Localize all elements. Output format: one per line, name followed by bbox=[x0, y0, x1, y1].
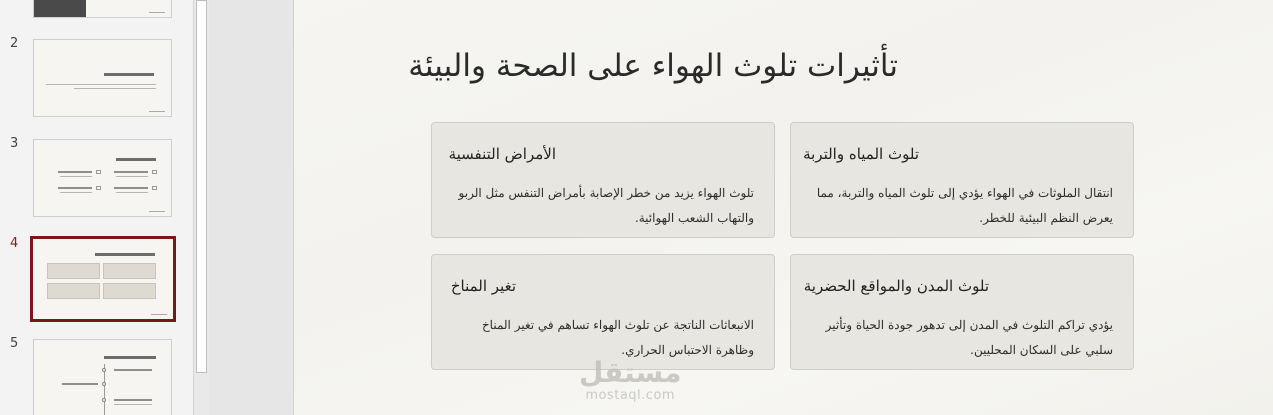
thumb-bullet bbox=[96, 186, 101, 190]
card-title: تلوث المياه والتربة bbox=[803, 145, 919, 163]
thumb-text-line bbox=[116, 192, 148, 193]
slide-thumbnail-5[interactable] bbox=[33, 339, 172, 415]
watermark-text: مستقل bbox=[579, 356, 682, 389]
thumb-text-line bbox=[58, 187, 92, 189]
thumb-text-line bbox=[114, 187, 148, 189]
thumb-text-line bbox=[62, 383, 98, 385]
slide-canvas[interactable] bbox=[293, 0, 1273, 415]
scrollbar-thumb[interactable] bbox=[196, 0, 207, 373]
thumb-title-line bbox=[116, 158, 156, 161]
card-title: تلوث المدن والمواقع الحضرية bbox=[803, 277, 989, 295]
thumb-card bbox=[47, 263, 100, 279]
thumb-timeline-dot bbox=[102, 368, 106, 372]
thumb-image bbox=[34, 0, 86, 17]
thumb-text-line bbox=[46, 84, 156, 85]
card-body: الانبعاثات الناتجة عن تلوث الهواء تساهم في تغير المناخ وظاهرة الاحتباس الحراري. bbox=[481, 318, 754, 357]
thumb-text-line bbox=[116, 176, 148, 177]
thumb-title-line bbox=[95, 253, 155, 256]
card-body: تلوث الهواء يزيد من خطر الإصابة بأمراض التنفس مثل الربو والتهاب الشعب الهوائية. bbox=[458, 186, 754, 225]
slide-title[interactable]: تأثيرات تلوث الهواء على الصحة والبيئة bbox=[408, 48, 898, 84]
card-urban-pollution[interactable] bbox=[790, 254, 1134, 370]
slide-thumbnail-panel bbox=[0, 0, 193, 415]
thumb-card bbox=[103, 263, 156, 279]
thumb-bullet bbox=[152, 170, 157, 174]
thumb-text-line bbox=[114, 404, 152, 405]
thumb-footer bbox=[149, 211, 165, 212]
slide-thumbnail-3[interactable] bbox=[33, 139, 172, 217]
thumb-card bbox=[47, 283, 100, 299]
card-body: انتقال الملوثات في الهواء يؤدي إلى تلوث المياه والتربة، مما يعرض النظم البيئية للخطر. bbox=[816, 186, 1113, 225]
thumb-card bbox=[103, 283, 156, 299]
thumb-footer bbox=[151, 314, 167, 315]
slide-thumbnail-2[interactable] bbox=[33, 39, 172, 117]
thumb-text-line bbox=[114, 369, 152, 371]
editor-background bbox=[209, 0, 293, 415]
thumb-title-line bbox=[104, 356, 156, 359]
slide-thumbnail-4[interactable] bbox=[30, 236, 176, 322]
thumb-title-line bbox=[104, 73, 154, 76]
thumb-text-line bbox=[60, 176, 92, 177]
thumb-bullet bbox=[152, 186, 157, 190]
card-respiratory-diseases[interactable] bbox=[431, 122, 775, 238]
thumb-footer bbox=[149, 111, 165, 112]
card-title: تغير المناخ bbox=[450, 277, 516, 295]
thumb-text-line bbox=[58, 171, 92, 173]
slide-number-active: 4 bbox=[10, 236, 19, 251]
thumb-footer bbox=[149, 12, 165, 13]
slide-thumbnail-1[interactable] bbox=[33, 0, 172, 18]
thumb-timeline-dot bbox=[102, 382, 106, 386]
thumb-text-line bbox=[114, 399, 152, 401]
watermark-url: mostaql.com bbox=[585, 388, 676, 403]
slide-number: 5 bbox=[10, 336, 19, 351]
card-water-soil[interactable] bbox=[790, 122, 1134, 238]
slide-number: 2 bbox=[10, 36, 19, 51]
thumb-text-line bbox=[74, 88, 156, 89]
thumb-text-line bbox=[60, 192, 92, 193]
card-title: الأمراض التنفسية bbox=[448, 145, 556, 163]
slide-number: 3 bbox=[10, 136, 19, 151]
card-body: يؤدي تراكم التلوث في المدن إلى تدهور جودة الحياة وتأثير سلبي على السكان المحليين. bbox=[825, 318, 1113, 357]
thumb-text-line bbox=[114, 171, 148, 173]
thumb-bullet bbox=[96, 170, 101, 174]
watermark-logo bbox=[579, 358, 681, 403]
thumbnail-scrollbar[interactable] bbox=[193, 0, 209, 415]
card-climate-change[interactable] bbox=[431, 254, 775, 370]
thumb-timeline-dot bbox=[102, 398, 106, 402]
